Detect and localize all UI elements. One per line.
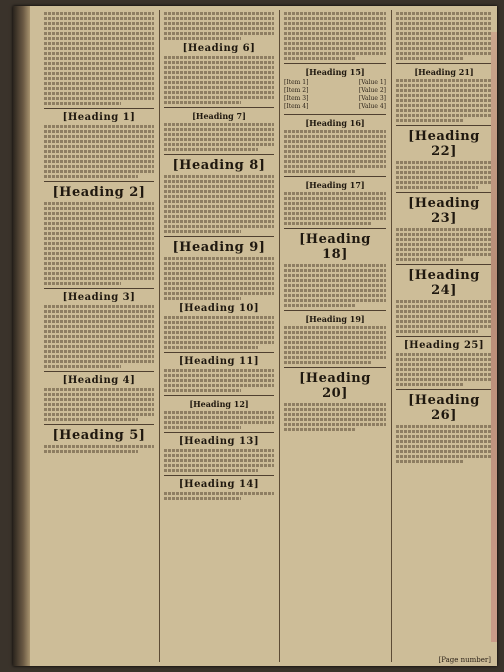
text-block <box>164 12 274 40</box>
ad-body <box>164 369 274 392</box>
ad-body <box>44 125 154 178</box>
ad-heading: [Heading 18] <box>299 232 371 262</box>
section-heading: [Heading 16] <box>305 118 365 128</box>
ad-heading: [Heading 23] <box>408 196 480 226</box>
section-heading: [Heading 15] <box>305 67 365 77</box>
column-rule <box>279 10 280 662</box>
ad-body <box>44 305 154 368</box>
ad-heading: [Heading 13] <box>178 436 260 447</box>
ad-heading: [Heading 1] <box>62 112 136 123</box>
ad-heading: [Heading 22] <box>408 129 480 159</box>
ad-heading: [Heading 25] <box>403 340 485 351</box>
ad-heading: [Heading 8] <box>172 158 266 173</box>
section-heading: [Heading 6] <box>182 43 256 54</box>
text-block <box>164 56 274 104</box>
column-1 <box>41 10 157 662</box>
ad-body <box>164 316 274 349</box>
ad-body <box>44 388 154 421</box>
text-block <box>284 192 386 225</box>
ad-body <box>396 300 492 333</box>
table-row: [Item 2] [Value 2] <box>284 87 386 94</box>
ad-body <box>164 175 274 233</box>
ad-body <box>164 449 274 472</box>
ad-heading: [Heading 10] <box>178 303 260 314</box>
ad-body <box>44 202 154 285</box>
column-4 <box>393 10 495 662</box>
ad-heading: [Heading 11] <box>178 356 260 367</box>
ad-heading: [Heading 14] <box>178 479 260 490</box>
ad-body <box>164 257 274 300</box>
ad-heading: [Heading 12] <box>189 399 249 409</box>
column-rule <box>391 10 392 662</box>
ad-body <box>396 425 492 463</box>
text-block <box>284 12 386 60</box>
ad-body <box>396 353 492 386</box>
column-3 <box>281 10 389 662</box>
column-2 <box>161 10 277 662</box>
text-block <box>284 326 386 364</box>
quote-table <box>284 79 386 111</box>
ad-body <box>396 228 492 261</box>
text-block <box>396 12 492 60</box>
ad-body <box>44 445 154 453</box>
ad-body <box>284 403 386 431</box>
ad-heading: [Heading 2] <box>52 185 146 200</box>
ad-body <box>164 411 274 429</box>
ad-heading: [Heading 20] <box>299 371 371 401</box>
section-heading: [Heading 19] <box>305 314 365 324</box>
ad-heading: [Heading 4] <box>62 375 136 386</box>
text-block <box>284 130 386 173</box>
column-rule <box>159 10 160 662</box>
ad-heading: [Heading 9] <box>172 240 266 255</box>
text-block <box>396 79 492 122</box>
ad-heading: [Heading 24] <box>408 268 480 298</box>
ad-heading: [Heading 5] <box>52 428 146 443</box>
ad-body <box>284 264 386 307</box>
section-heading: [Heading 7] <box>192 111 246 121</box>
binding-spine <box>13 6 30 666</box>
text-block <box>164 123 274 151</box>
ad-heading: [Heading 3] <box>62 292 136 303</box>
text-block <box>44 12 154 105</box>
ad-body <box>396 161 492 189</box>
table-row: [Item 1] [Value 1] <box>284 79 386 86</box>
table-row: [Item 3] [Value 3] <box>284 95 386 102</box>
ad-heading: [Heading 26] <box>408 393 480 423</box>
section-heading: [Heading 21] <box>414 67 474 77</box>
section-heading: [Heading 17] <box>305 180 365 190</box>
newspaper-page <box>13 6 497 666</box>
table-row: [Item 4] [Value 4] <box>284 103 386 110</box>
page-edge-stain <box>491 32 497 642</box>
ad-body <box>164 492 274 500</box>
page-number: [Page number] <box>438 656 491 664</box>
